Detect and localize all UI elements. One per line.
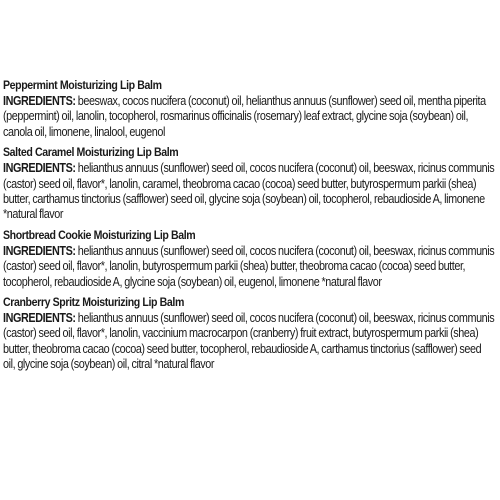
ingredients-list: helianthus annuus (sunflower) seed oil, cocos nucifera (coconut) oil, beeswax, ricinus communis (castor) seed oil, flavor*, lanolin, caramel, theobroma cacao (cocoa) seed butter, butyrospermum parkii (shea) butter, carthamus tinctorius (safflower) seed oil, glycine soja (soybean) oil, tocopherol, rebaudioside A, limonene *natural flavor [3,160,495,222]
ingredients-document [3,78,499,378]
ingredients-list: helianthus annuus (sunflower) seed oil, cocos nucifera (coconut) oil, beeswax, ricinus communis (castor) seed oil, flavor*, lanolin, vaccinium macrocarpon (cranberry) fruit extract, butyrospermum parkii (shea) butter, theobroma cacao (cocoa) seed butter, tocopherol, rebaudioside A, carthamus tinctorius (safflower) seed oil, glycine soja (soybean) oil, citral *natural flavor [3,310,495,372]
product-name: Shortbread Cookie Moisturizing Lip Balm [3,227,196,242]
ingredients-list: beeswax, cocos nucifera (coconut) oil, helianthus annuus (sunflower) seed oil, mentha piperita (peppermint) oil, lanolin, tocopherol, rosmarinus officinalis (rosemary) leaf extract, glycine soja (soybean) oil, canola oil, limonene, linalool, eugenol [3,93,486,139]
product-cranberry-spritz [3,295,499,372]
ingredients-label: INGREDIENTS: [3,310,76,326]
product-peppermint [3,78,499,139]
ingredients-label: INGREDIENTS: [3,93,76,108]
ingredients-list: helianthus annuus (sunflower) seed oil, cocos nucifera (coconut) oil, beeswax, ricinus communis (castor) seed oil, flavor*, lanolin, butyrospermum parkii (shea) butter, theobroma cacao (cocoa) seed butter, tocopherol, rebaudioside A, glycine soja (soybean) oil, eugenol, limonene *natural flavor [3,242,495,289]
ingredients-label: INGREDIENTS: [3,242,76,258]
product-name: Peppermint Moisturizing Lip Balm [3,78,162,92]
product-shortbread-cookie [3,228,499,289]
ingredients-text [3,160,495,222]
ingredients-text [3,310,495,372]
ingredients-label: INGREDIENTS: [3,160,76,176]
ingredients-text [3,243,495,289]
ingredients-text [3,93,495,139]
product-salted-caramel [3,145,499,222]
product-name: Cranberry Spritz Moisturizing Lip Balm [3,295,184,310]
product-name: Salted Caramel Moisturizing Lip Balm [3,145,179,160]
